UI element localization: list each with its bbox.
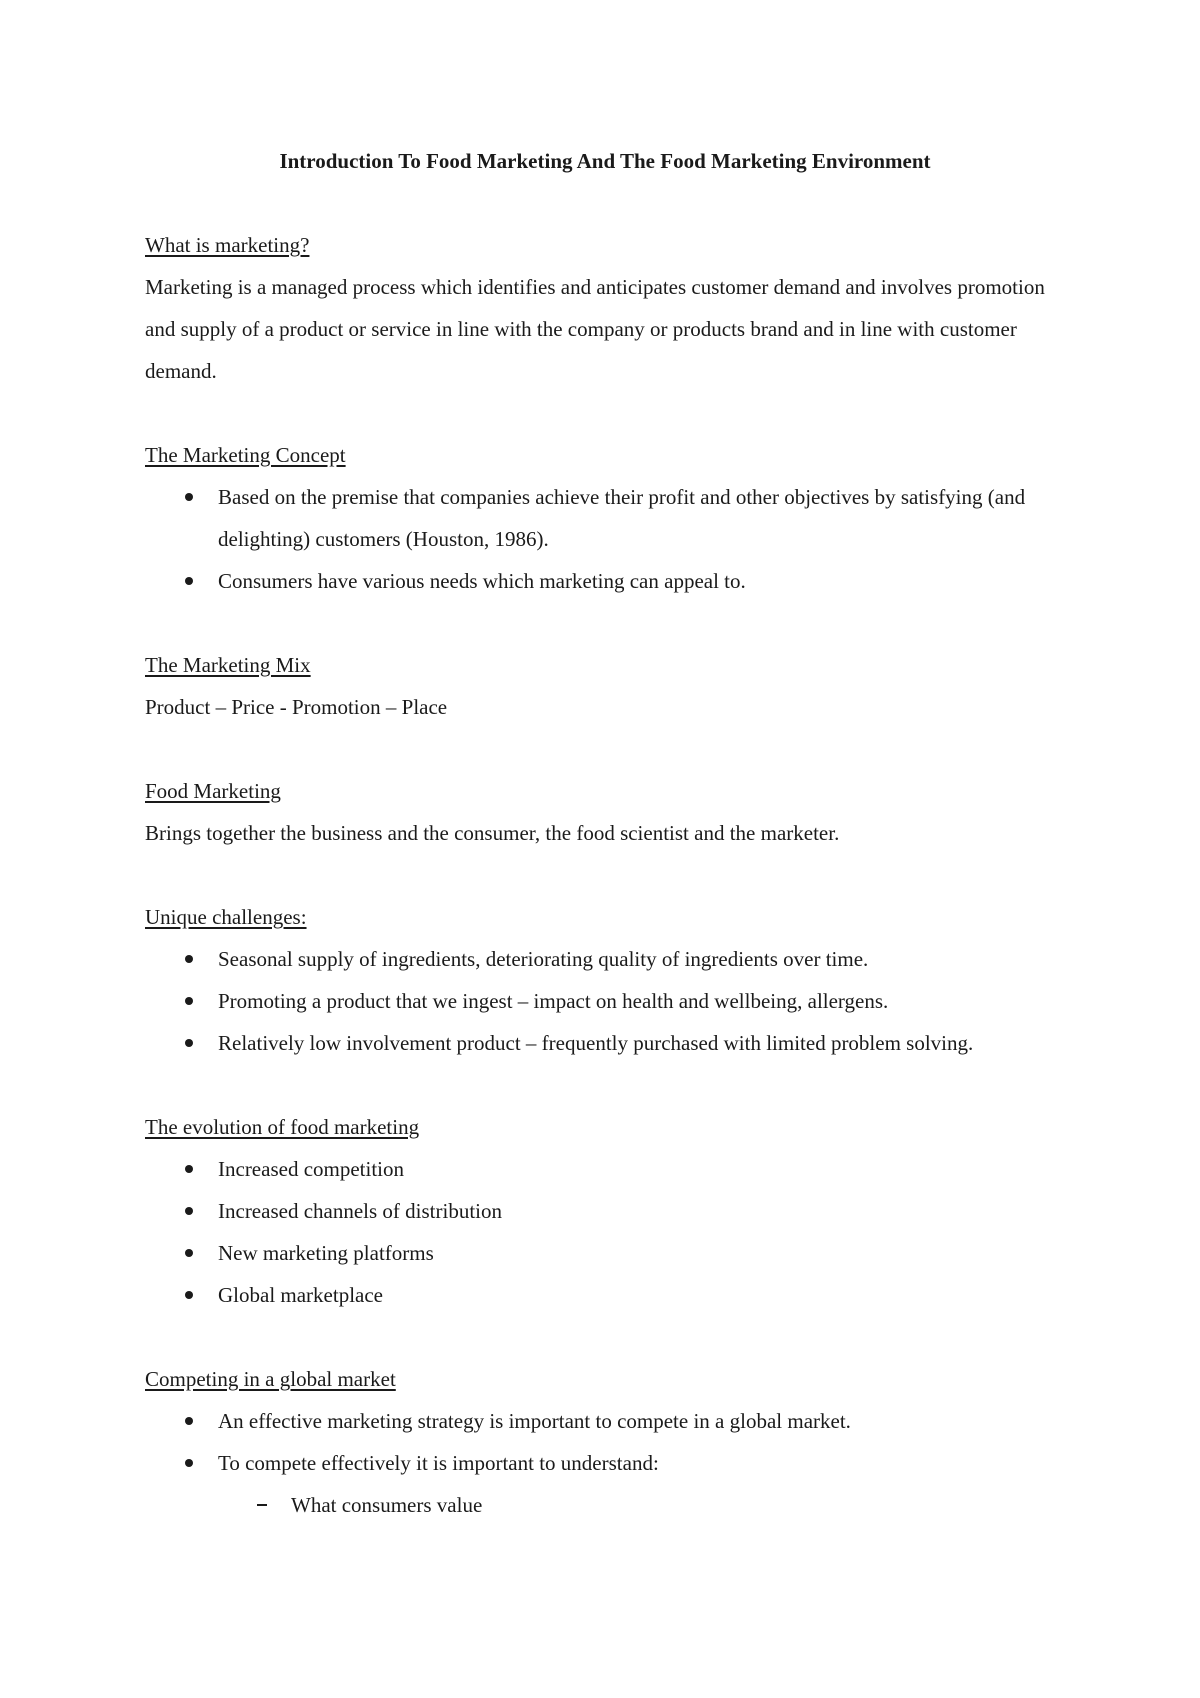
bullet-icon <box>185 1039 193 1047</box>
section-heading: Food Marketing <box>145 779 281 803</box>
bullet-list <box>145 476 1045 602</box>
bullet-icon <box>185 1459 193 1467</box>
bullet-item <box>145 1400 1045 1442</box>
document-title: Introduction To Food Marketing And The Food Marketing Environment <box>279 149 931 173</box>
bullet-text: Based on the premise that companies achieve their profit and other objectives by satisfying (and delighting) customers (Houston, 1986). <box>218 485 1026 551</box>
bullet-item <box>145 1190 1045 1232</box>
dash-icon <box>257 1504 267 1506</box>
section-heading: Unique challenges: <box>145 905 307 929</box>
bullet-icon <box>185 997 193 1005</box>
section-heading: The Marketing Mix <box>145 653 311 677</box>
section-global-market <box>145 1358 1045 1526</box>
bullet-item <box>145 1442 1045 1484</box>
section-marketing-mix <box>145 644 1045 728</box>
bullet-text: Relatively low involvement product – frequently purchased with limited problem solving. <box>218 1031 974 1055</box>
section-evolution <box>145 1106 1045 1316</box>
bullet-text: New marketing platforms <box>218 1241 434 1265</box>
bullet-item <box>145 476 1045 560</box>
sub-bullet-list <box>145 1484 1045 1526</box>
section-food-marketing <box>145 770 1045 854</box>
document-page <box>145 140 1045 1568</box>
bullet-item <box>145 1274 1045 1316</box>
bullet-item <box>145 560 1045 602</box>
bullet-text: Increased competition <box>218 1157 405 1181</box>
bullet-item <box>145 980 1045 1022</box>
sub-bullet-text: What consumers value <box>291 1493 483 1517</box>
bullet-list <box>145 1148 1045 1316</box>
bullet-item <box>145 938 1045 980</box>
section-heading: What is marketing? <box>145 233 310 257</box>
bullet-list <box>145 938 1045 1064</box>
sub-bullet-item <box>145 1484 1045 1526</box>
section-paragraph: Product – Price - Promotion – Place <box>145 695 448 719</box>
section-heading: The evolution of food marketing <box>145 1115 420 1139</box>
bullet-text: Seasonal supply of ingredients, deteriorating quality of ingredients over time. <box>218 947 869 971</box>
bullet-item <box>145 1232 1045 1274</box>
bullet-icon <box>185 1417 193 1425</box>
bullet-text: Global marketplace <box>218 1283 384 1307</box>
bullet-list <box>145 1400 1045 1484</box>
section-paragraph: Marketing is a managed process which identifies and anticipates customer demand and involves promotion and supply of a product or service in line with the company or products brand and in line with customer demand. <box>145 275 1045 383</box>
bullet-icon <box>185 1291 193 1299</box>
bullet-icon <box>185 1207 193 1215</box>
bullet-icon <box>185 493 193 501</box>
bullet-text: To compete effectively it is important to understand: <box>218 1451 659 1475</box>
section-paragraph: Brings together the business and the consumer, the food scientist and the marketer. <box>145 821 840 845</box>
bullet-item <box>145 1148 1045 1190</box>
section-heading: Competing in a global market <box>145 1367 396 1391</box>
section-what-is-marketing <box>145 224 1045 392</box>
bullet-icon <box>185 1165 193 1173</box>
section-heading: The Marketing Concept <box>145 443 346 467</box>
bullet-icon <box>185 955 193 963</box>
bullet-text: Increased channels of distribution <box>218 1199 502 1223</box>
bullet-icon <box>185 577 193 585</box>
bullet-text: Consumers have various needs which marketing can appeal to. <box>218 569 746 593</box>
bullet-item <box>145 1022 1045 1064</box>
bullet-icon <box>185 1249 193 1257</box>
section-marketing-concept <box>145 434 1045 602</box>
bullet-text: Promoting a product that we ingest – impact on health and wellbeing, allergens. <box>218 989 889 1013</box>
bullet-text: An effective marketing strategy is important to compete in a global market. <box>218 1409 851 1433</box>
section-unique-challenges <box>145 896 1045 1064</box>
